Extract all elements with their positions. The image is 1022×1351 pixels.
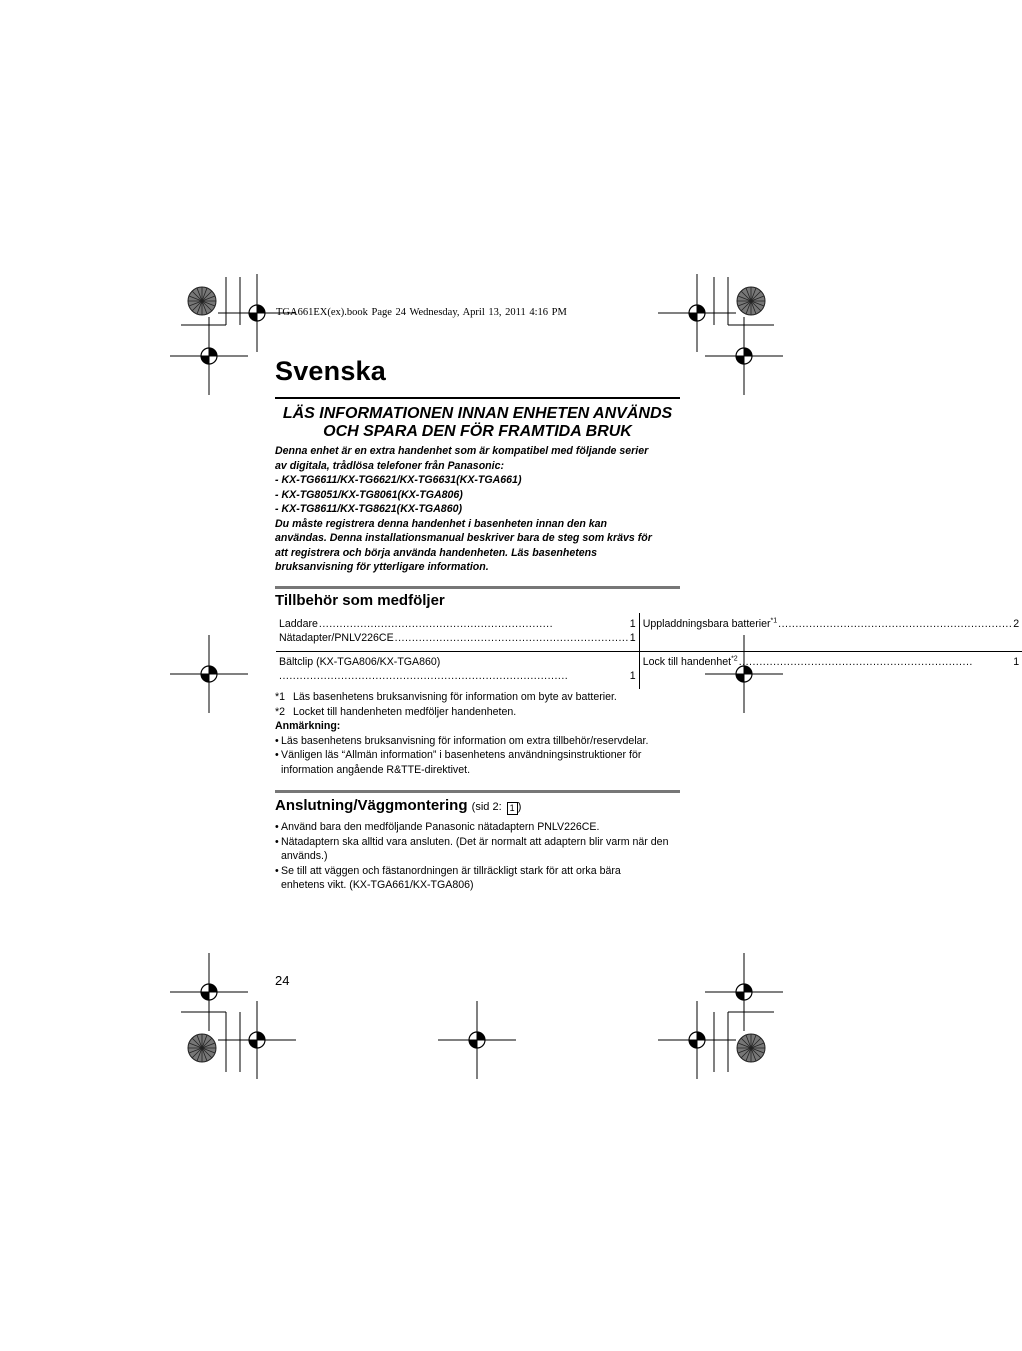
intro-text bbox=[275, 444, 685, 575]
accessory-item: Laddare .................................................................... 1 bbox=[279, 618, 636, 630]
accessory-name: Bältclip (KX-TGA806/KX-TGA860) bbox=[279, 656, 441, 668]
intro-line: Denna enhet är en extra handenhet som är kompatibel med följande serier bbox=[275, 445, 649, 457]
color-target-bottom-right bbox=[737, 1034, 765, 1062]
accessory-qty: 1 bbox=[629, 618, 636, 630]
accessory-name: Nätadapter/PNLV226CE bbox=[279, 632, 394, 644]
accessory-item: Uppladdningsbara batterier$^{*1}$ .................................................................... 2 bbox=[642, 617, 1020, 630]
accessories-cell bbox=[276, 652, 639, 690]
accessories-heading: Tillbehör som medföljer bbox=[275, 592, 445, 609]
footnote bbox=[275, 690, 685, 705]
intro-line: att registrera och börja använda handenheten. Läs basenhetens bbox=[275, 546, 598, 559]
note-label: Anmärkning: bbox=[275, 720, 341, 732]
intro-line: bruksanvisning för ytterligare information. bbox=[275, 561, 489, 573]
notice-heading-line: LÄS INFORMATIONEN INNAN ENHETEN ANVÄNDS bbox=[282, 405, 673, 422]
footnote-text: Locket till handenheten medföljer handenheten. bbox=[293, 705, 517, 718]
connection-text bbox=[275, 820, 685, 893]
accessory-qty: 1 bbox=[629, 632, 636, 644]
note-list bbox=[275, 734, 685, 778]
section-rule bbox=[275, 586, 680, 589]
connection-list bbox=[275, 820, 685, 893]
note-item: • Vänligen läs “Allmän information” i basenhetens användningsinstruktioner för information angående R&TTE-direktivet. bbox=[275, 748, 681, 777]
accessory-qty: 1 bbox=[629, 670, 636, 682]
footnote-key: *1 bbox=[275, 691, 286, 703]
page-title: Svenska bbox=[275, 356, 386, 386]
accessory-qty: 2 bbox=[1013, 618, 1020, 630]
connection-item: • Se till att väggen och fästanordningen är tillräckligt stark för att orka bära enhetens vikt. (KX-TGA661/KX-TGA806) bbox=[275, 864, 661, 893]
accessory-name: Laddare bbox=[279, 618, 318, 630]
connection-heading bbox=[275, 797, 521, 815]
footnote bbox=[275, 705, 685, 720]
footnote-ref: *1 bbox=[770, 617, 778, 625]
note-item: • Läs basenhetens bruksanvisning för information om extra tillbehör/reservdelar. bbox=[275, 734, 685, 749]
intro-line: av digitala, trådlösa telefoner från Panasonic: bbox=[275, 459, 505, 472]
intro-line: - KX-TG6611/KX-TG6621/KX-TG6631(KX-TGA661) bbox=[275, 474, 522, 486]
accessories-cell bbox=[276, 613, 639, 652]
accessories-cell bbox=[639, 652, 1022, 690]
intro-line: användas. Denna installationsmanual beskriver bara de steg som krävs för bbox=[275, 532, 652, 544]
accessories-table bbox=[276, 613, 1022, 689]
figure-number-box: 1 bbox=[507, 802, 518, 815]
accessory-name: Lock till handenhet bbox=[642, 656, 732, 668]
notice-heading bbox=[275, 405, 680, 441]
accessories-cell bbox=[639, 613, 1022, 652]
connection-title: Anslutning/Väggmontering bbox=[275, 797, 468, 814]
color-target-bottom-left bbox=[188, 1034, 216, 1062]
title-rule bbox=[275, 397, 680, 399]
color-target-top-left bbox=[188, 287, 216, 315]
section-rule bbox=[275, 790, 680, 793]
notice-heading-line: OCH SPARA DEN FÖR FRAMTIDA BRUK bbox=[323, 423, 632, 440]
intro-line: Du måste registrera denna handenhet i basenheten innan den kan bbox=[275, 517, 608, 530]
accessory-item: Nätadapter/PNLV226CE .................................................................... 1 bbox=[279, 632, 636, 644]
book-header: TGA661EX(ex).book Page 24 Wednesday, April 13, 2011 4:16 PM bbox=[276, 307, 567, 318]
accessory-item: Lock till handenhet$^{*2}$ .................................................................... 1 bbox=[642, 655, 1020, 668]
footnote-key: *2 bbox=[275, 705, 286, 718]
footnote-ref: *2 bbox=[731, 655, 738, 663]
connection-item: • Använd bara den medföljande Panasonic nätadaptern PNLV226CE. bbox=[275, 820, 685, 835]
page-reference: (sid 2: 1 ) bbox=[471, 801, 522, 813]
intro-line: - KX-TG8051/KX-TG8061(KX-TGA806) bbox=[275, 488, 463, 501]
accessories-notes bbox=[275, 690, 685, 777]
intro-line: - KX-TG8611/KX-TG8621(KX-TGA860) bbox=[275, 503, 463, 515]
accessory-qty: 1 bbox=[1013, 656, 1020, 668]
footnote-text: Läs basenhetens bruksanvisning för information om byte av batterier. bbox=[293, 691, 617, 703]
page-number: 24 bbox=[275, 973, 290, 988]
accessory-item: .................................................................................... 1 bbox=[279, 670, 636, 682]
connection-item: • Nätadaptern ska alltid vara ansluten. (Det är normalt att adaptern blir varm när den används.) bbox=[275, 835, 683, 864]
accessory-name: Uppladdningsbara batterier bbox=[642, 618, 771, 630]
color-target-top-right bbox=[737, 287, 765, 315]
